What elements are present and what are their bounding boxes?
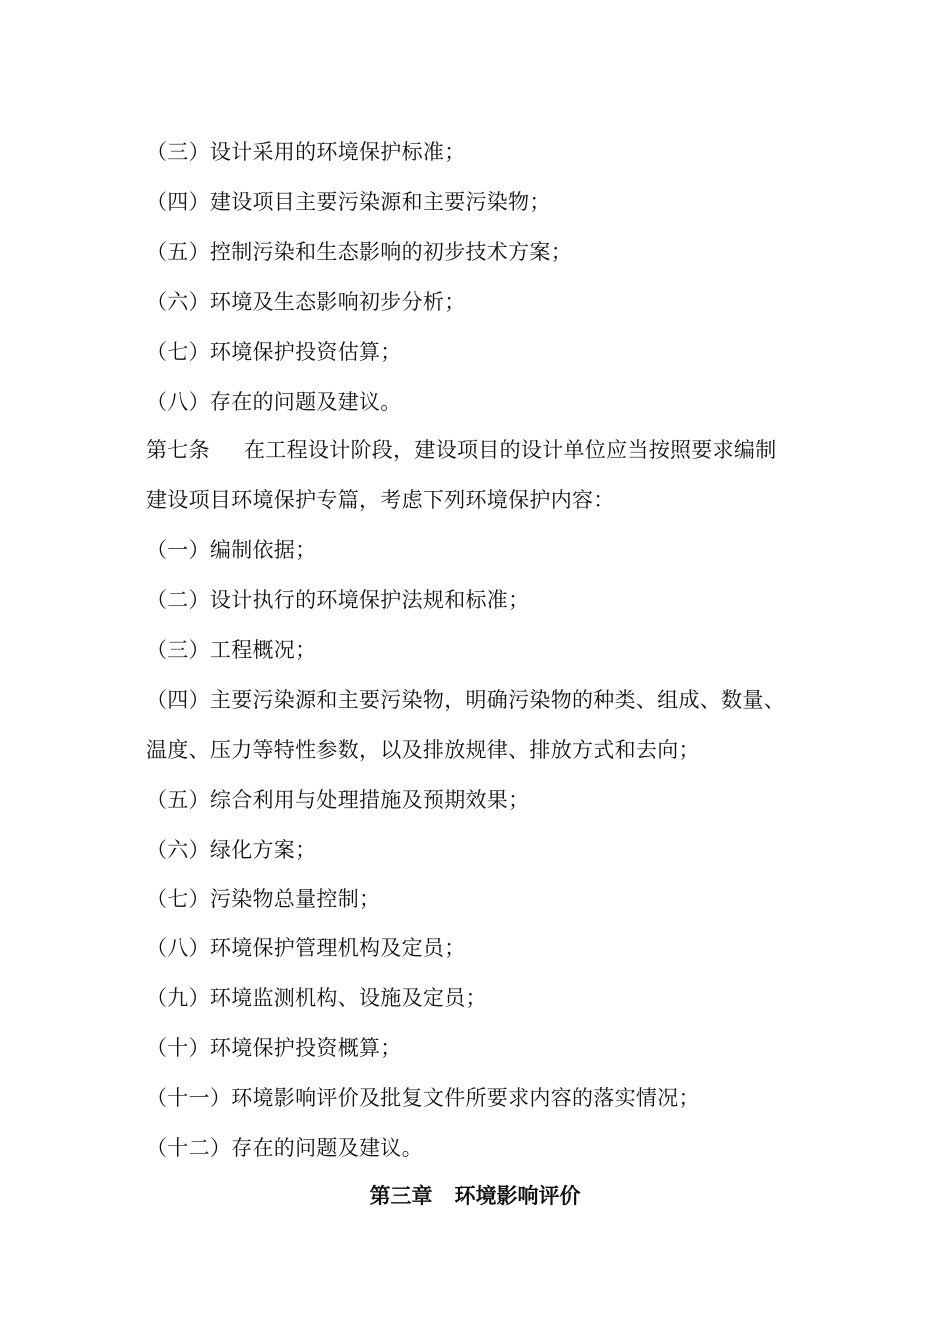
list-item: （八）存在的问题及建议。	[146, 390, 402, 414]
article-text: 在工程设计阶段，建设项目的设计单位应当按照要求编制	[244, 438, 777, 462]
article-paragraph-line	[146, 436, 777, 464]
list-item: （三）设计采用的环境保护标准；	[146, 140, 466, 164]
list-item: （六）环境及生态影响初步分析；	[146, 290, 466, 314]
list-item: （十二）存在的问题及建议。	[146, 1136, 423, 1160]
chapter-heading	[0, 1182, 950, 1210]
list-item: （十）环境保护投资概算；	[146, 1036, 402, 1060]
chapter-number: 第三章	[369, 1184, 433, 1208]
article-number: 第七条	[146, 438, 210, 462]
list-item: （四）建设项目主要污染源和主要污染物；	[146, 190, 551, 214]
list-item: （七）污染物总量控制；	[146, 887, 381, 911]
list-item: （一）编制依据；	[146, 538, 317, 562]
chapter-title: 环境影响评价	[454, 1184, 581, 1208]
list-item: （七）环境保护投资估算；	[146, 340, 402, 364]
list-item: （五）控制污染和生态影响的初步技术方案；	[146, 240, 572, 264]
list-item: （三）工程概况；	[146, 638, 317, 662]
list-item: （十一）环境影响评价及批复文件所要求内容的落实情况；	[146, 1086, 700, 1110]
list-item: （八）环境保护管理机构及定员；	[146, 936, 466, 960]
list-item: （二）设计执行的环境保护法规和标准；	[146, 588, 530, 612]
list-item: （九）环境监测机构、设施及定员；	[146, 986, 487, 1010]
list-item: （四）主要污染源和主要污染物，明确污染物的种类、组成、数量、	[146, 688, 785, 712]
list-item: （六）绿化方案；	[146, 838, 317, 862]
article-paragraph-line: 建设项目环境保护专篇，考虑下列环境保护内容：	[146, 488, 615, 512]
list-item-continuation: 温度、压力等特性参数，以及排放规律、排放方式和去向；	[146, 738, 700, 762]
list-item: （五）综合利用与处理措施及预期效果；	[146, 788, 530, 812]
